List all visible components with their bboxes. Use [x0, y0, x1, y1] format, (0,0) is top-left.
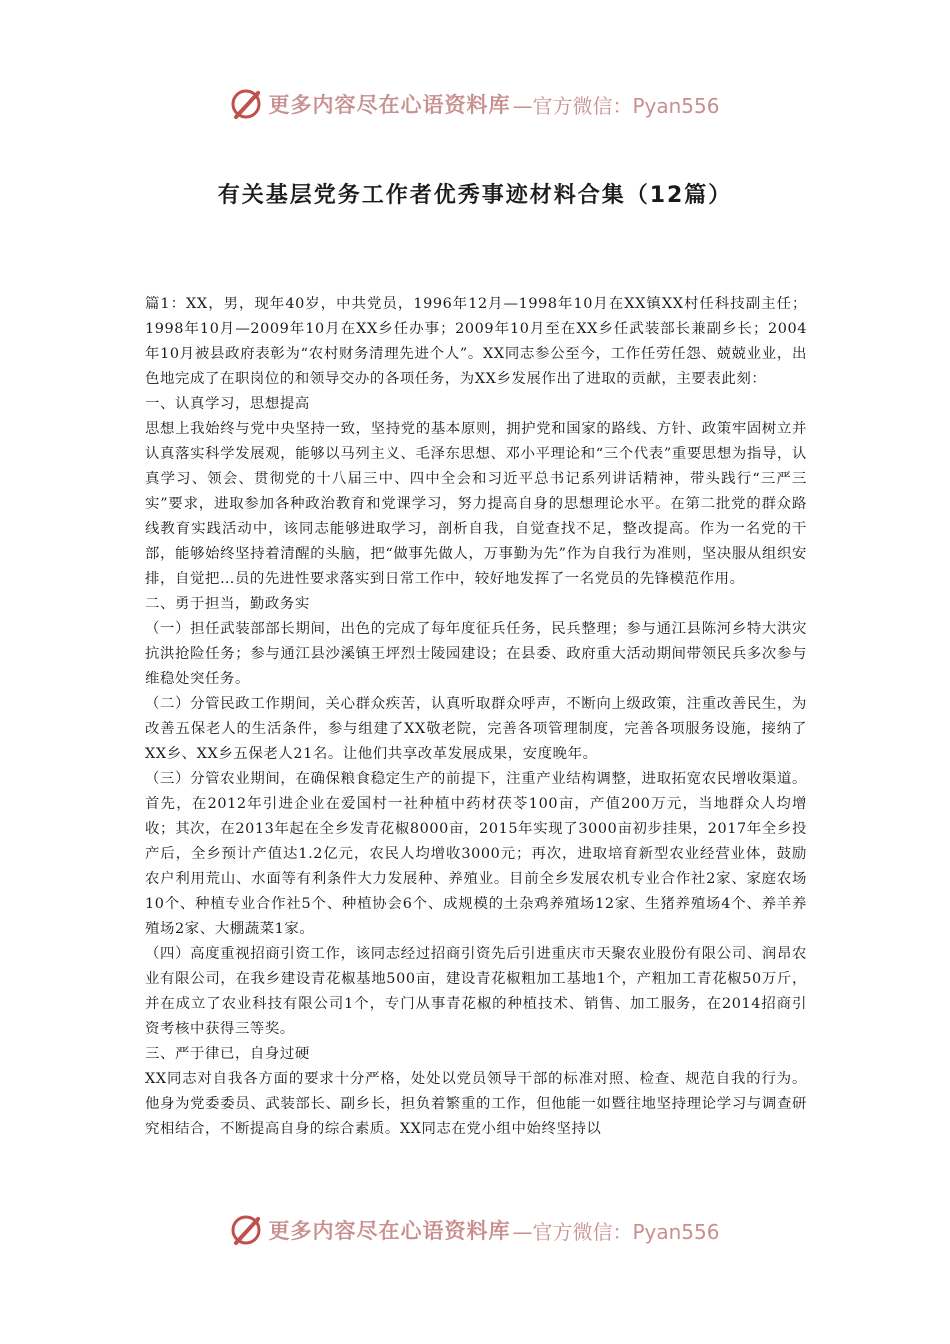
watermark-wechat: —官方微信：Pyan556 — [512, 93, 720, 118]
paragraph: XX同志对自我各方面的要求十分严格，处处以党员领导干部的标准对照、检查、规范自我的行为。他身为党委委员、武装部长、副乡长，担负着繁重的工作，但他能一如暨往地坚持理论学习与调查研究相结合，不断提高自身的综合素质。XX同志在党小组中始终坚持以 — [145, 1071, 807, 1137]
header-watermark — [0, 84, 950, 124]
document-body — [145, 292, 807, 1142]
paragraph: 篇1：XX，男，现年40岁，中共党员，1996年12月—1998年10月在XX镇XX村任科技副主任；1998年10月—2009年10月在XX乡任办事；2009年10月至在XX乡任武装部长兼副乡长；2004年10月被县政府表彰为“农村财务清理先进个人”。XX同志参公至今，工作任劳任怨、兢兢业业，出色地完成了在职岗位的和领导交办的各项任务，为XX乡发展作出了进取的贡献，主要表此刻： — [145, 296, 807, 387]
watermark-text: 更多内容尽在心语资料库 — [268, 1218, 511, 1243]
pen-logo-icon — [230, 1213, 264, 1247]
document-title: 有关基层党务工作者优秀事迹材料合集（12篇） — [217, 183, 733, 208]
paragraph: （三）分管农业期间，在确保粮食稳定生产的前提下，注重产业结构调整，进取拓宽农民增收渠道。首先，在2012年引进企业在爱国村一社种植中药材茯苓100亩，产值200万元，当地群众人均增收；其次，在2013年起在全乡发青花椒8000亩，2015年实现了3000亩初步挂果，2017年全乡投产后，全乡预计产值达1.2亿元，农民人均增收3000元；再次，进取培育新型农业经营业体，鼓励农户利用荒山、水面等有利条件大力发展种、养殖业。目前全乡发展农机专业合作社2家、家庭农场10个、种植专业合作社5个、种植协会6个、成规模的土杂鸡养殖场12家、生猪养殖场4个、养羊养殖场2家、大棚蔬菜1家。 — [145, 771, 807, 937]
paragraph: 思想上我始终与党中央坚持一致，坚持党的基本原则，拥护党和国家的路线、方针、政策牢固树立并认真落实科学发展观，能够以马列主义、毛泽东思想、邓小平理论和“三个代表”重要思想为指导，认真学习、领会、贯彻党的十八届三中、四中全会和习近平总书记系列讲话精神，带头践行“三严三实”要求，进取参加各种政治教育和党课学习，努力提高自身的思想理论水平。在第二批党的群众路线教育实践活动中，该同志能够进取学习，剖析自我，自觉查找不足，整改提高。作为一名党的干部，能够始终坚持着清醒的头脑，把“做事先做人，万事勤为先”作为自我行为准则，坚决服从组织安排，自觉把…员的先进性要求落实到日常工作中，较好地发挥了一名党员的先锋模范作用。 — [145, 421, 807, 587]
pen-logo-icon — [230, 87, 264, 121]
footer-watermark — [0, 1210, 950, 1250]
watermark-text: 更多内容尽在心语资料库 — [268, 92, 511, 117]
section-heading: 一、认真学习，思想提高 — [145, 396, 310, 412]
paragraph: （四）高度重视招商引资工作，该同志经过招商引资先后引进重庆市天聚农业股份有限公司、润昂农业有限公司，在我乡建设青花椒基地500亩，建设青花椒粗加工基地1个，产粗加工青花椒50万斤，并在成立了农业科技有限公司1个，专门从事青花椒的种植技术、销售、加工服务，在2014招商引资考核中获得三等奖。 — [145, 946, 807, 1037]
watermark-wechat: —官方微信：Pyan556 — [512, 1219, 720, 1244]
section-heading: 二、勇于担当，勤政务实 — [145, 596, 310, 612]
paragraph: （一）担任武装部部长期间，出色的完成了每年度征兵任务，民兵整理；参与通江县陈河乡特大洪灾抗洪抢险任务；参与通江县沙溪镇王坪烈士陵园建设；在县委、政府重大活动期间带领民兵多次参与维稳处突任务。 — [145, 621, 807, 687]
section-heading: 三、严于律已，自身过硬 — [145, 1046, 310, 1062]
paragraph: （二）分管民政工作期间，关心群众疾苦，认真听取群众呼声，不断向上级政策，注重改善民生，为改善五保老人的生活条件，参与组建了XX敬老院，完善各项管理制度，完善各项服务设施，接纳了XX乡、XX乡五保老人21名。让他们共享改革发展成果，安度晚年。 — [145, 696, 807, 762]
